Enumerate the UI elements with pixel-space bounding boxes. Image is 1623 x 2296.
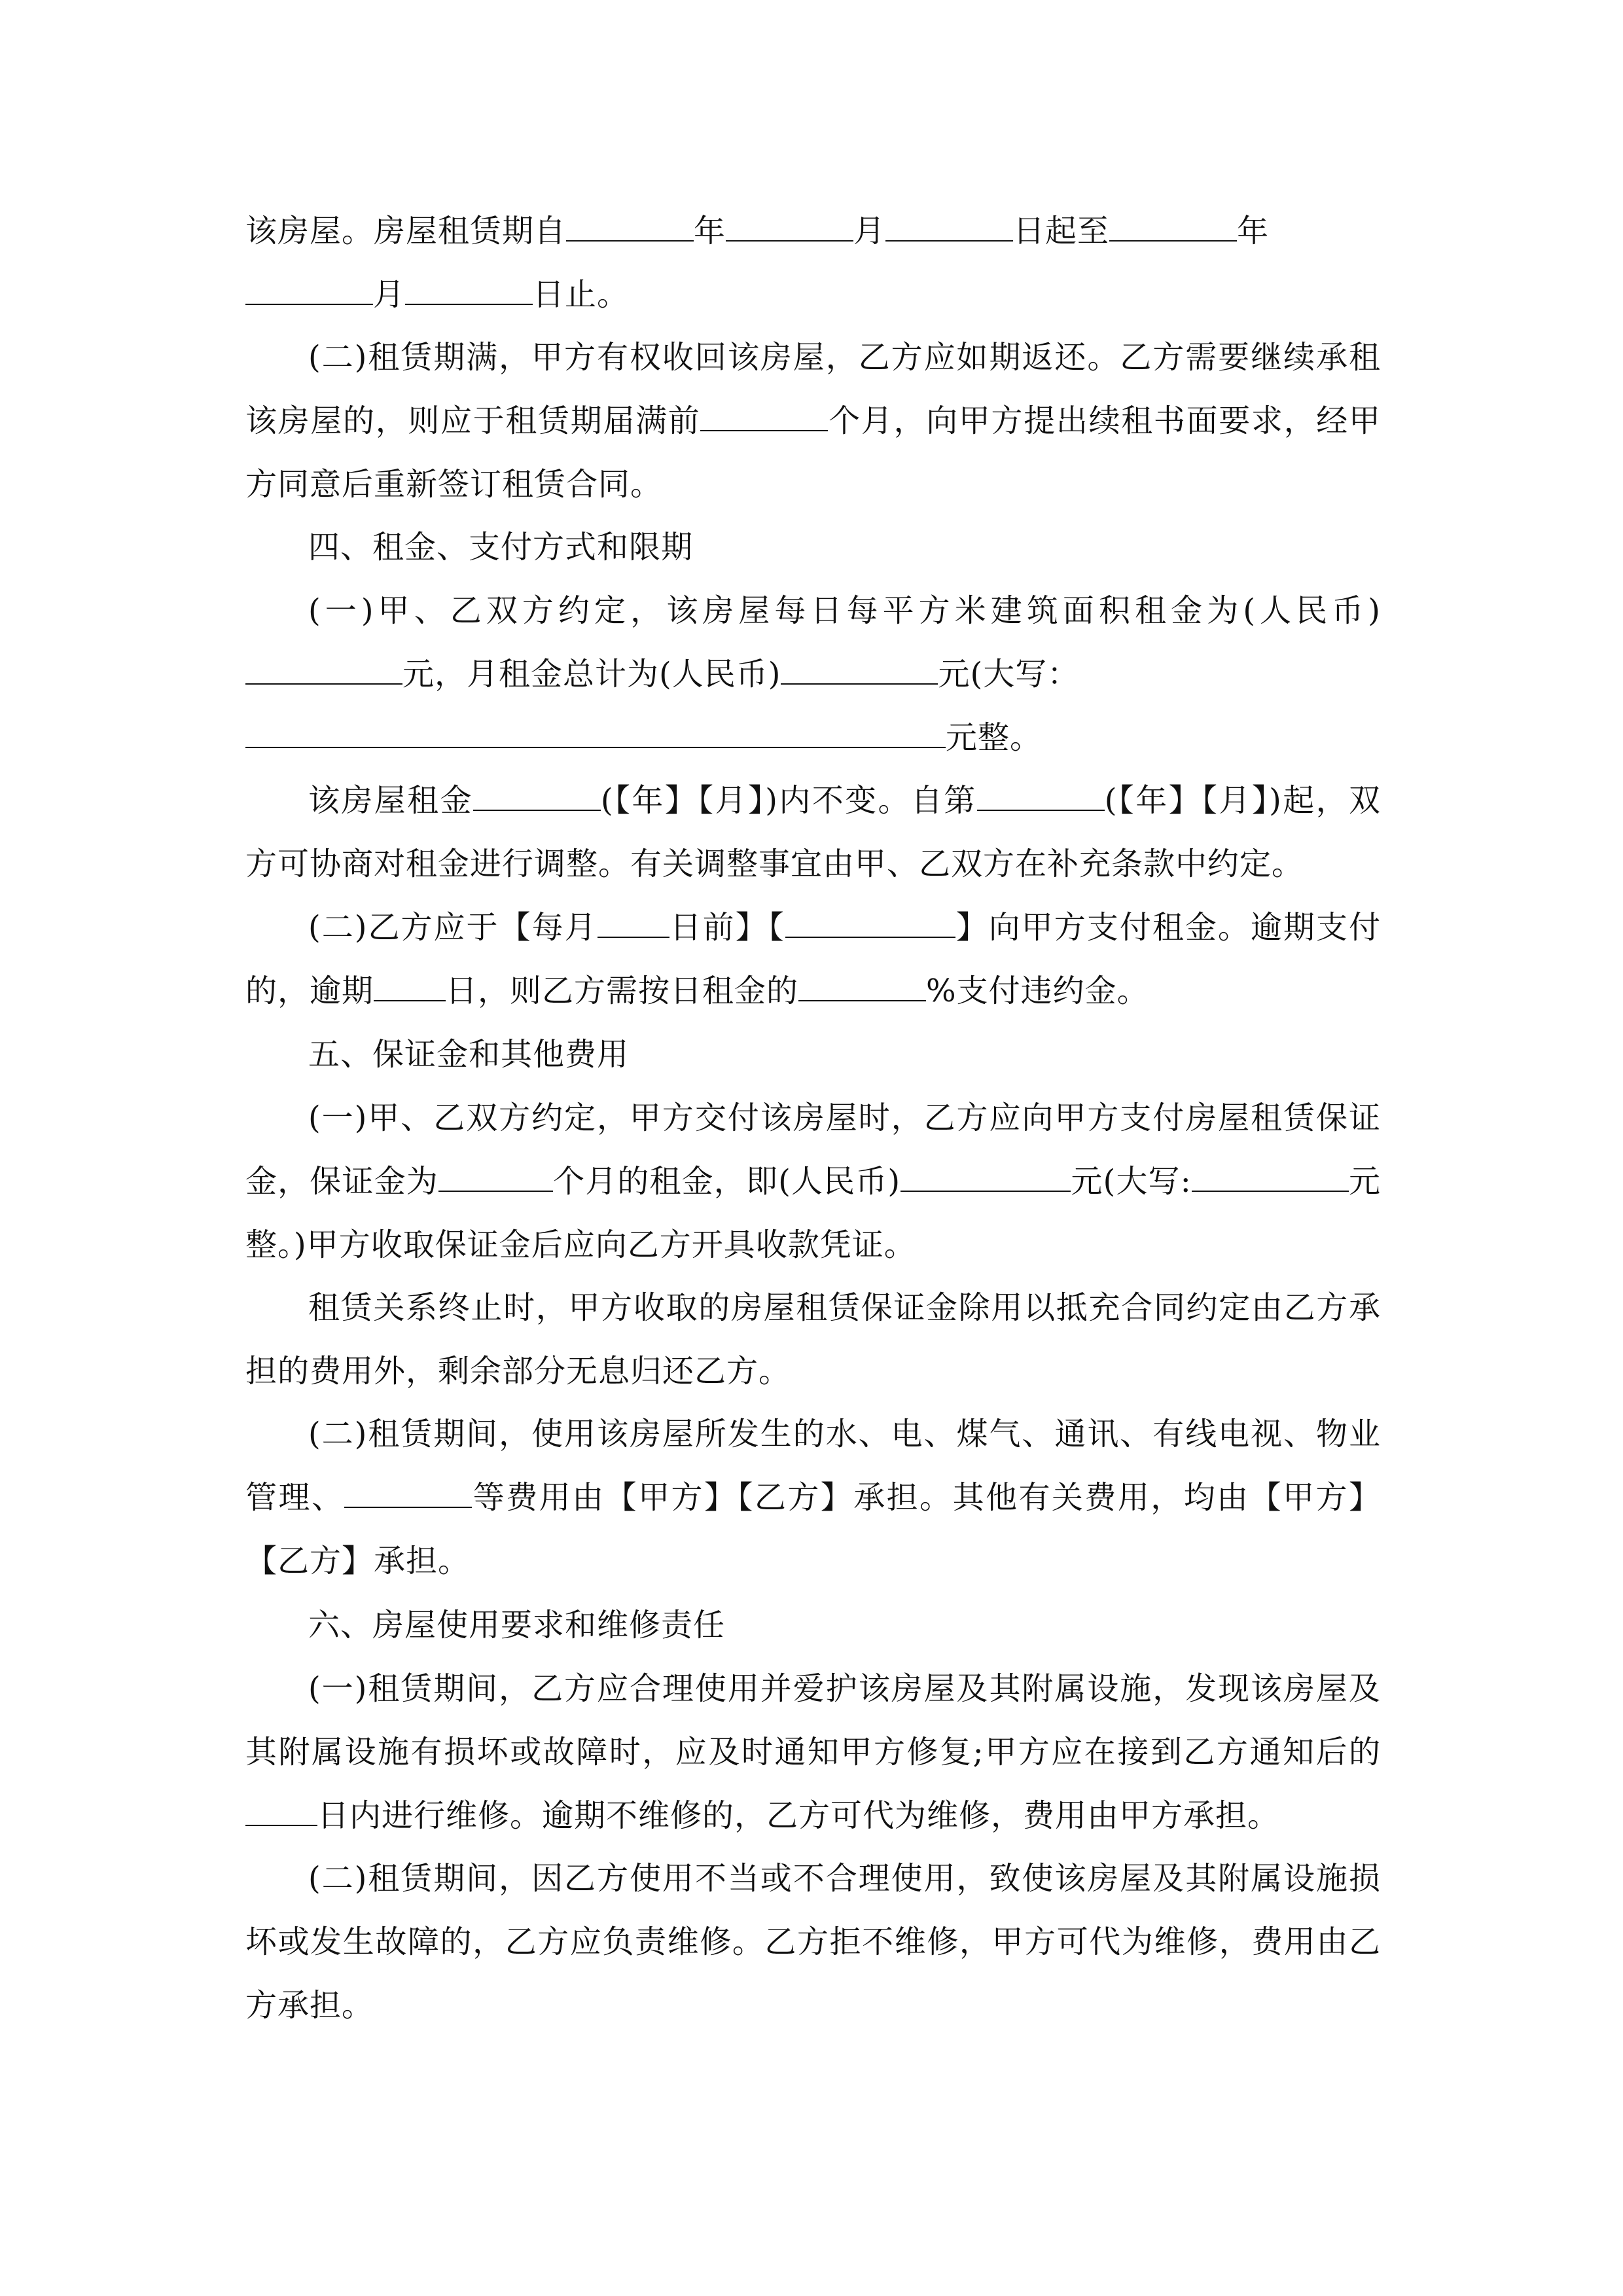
- lease-renewal-paragraph: [245, 326, 1381, 516]
- text-segment: 年: [694, 213, 726, 249]
- text-segment: 元(大写:: [1071, 1163, 1192, 1200]
- blank-field: [885, 214, 1013, 242]
- text-segment: (一)甲、乙双方约定，甲方交付该房屋时，乙方应向甲方支付房屋租赁保证金，保证金为: [245, 1100, 1381, 1200]
- text-segment: (二)租赁期间，使用该房屋所发生的水、电、煤气、通讯、有线电视、物业管理、: [245, 1416, 1381, 1516]
- text-segment: 个月，向甲方提出续租书面要求，经甲方同意后重新签订租赁合同。: [245, 403, 1381, 503]
- text-segment: (二)租赁期满，甲方有权收回该房屋，乙方应如期返还。乙方需要继续承租该房屋的，则应于租赁期届满前: [245, 339, 1381, 439]
- text-segment: 元整。: [946, 719, 1043, 756]
- blank-field: [1109, 214, 1237, 242]
- text-segment: 日，则乙方需按日租金的: [446, 973, 799, 1009]
- blank-field: [374, 974, 446, 1001]
- blank-field: [245, 1799, 317, 1826]
- text-segment: 日止。: [533, 276, 630, 313]
- text-segment: 元(大写：: [938, 656, 1080, 692]
- blank-field: [726, 214, 853, 242]
- section-heading-5: 五、保证金和其他费用: [308, 1036, 630, 1073]
- blank-field: [438, 1164, 553, 1192]
- text-segment: 日起至: [1013, 213, 1110, 249]
- repair-landlord-paragraph: [245, 1657, 1381, 1848]
- text-segment: (一)租赁期间，乙方应合理使用并爱护该房屋及其附属设施，发现该房屋及其附属设施有损坏或故障时，应及时通知甲方修复;甲方应在接到乙方通知后的: [245, 1670, 1381, 1770]
- text-segment: (二)乙方应于【每月: [308, 909, 597, 946]
- text-segment: 日内进行维修。逾期不维修的，乙方可代为维修，费用由甲方承担。: [317, 1797, 1280, 1834]
- blank-field: [344, 1480, 472, 1508]
- blank-field: [597, 910, 669, 938]
- blank-field: [473, 783, 601, 811]
- repair-tenant-paragraph: (二)租赁期间，因乙方使用不当或不合理使用，致使该房屋及其附属设施损坏或发生故障的，乙方应负责维修。乙方拒不维修，甲方可代为维修，费用由乙方承担。: [245, 1860, 1381, 2024]
- rent-payment-paragraph: [245, 896, 1381, 1023]
- lease-term-paragraph: [245, 200, 1381, 327]
- other-fees-paragraph: [245, 1403, 1381, 1593]
- text-segment: 年: [1237, 213, 1270, 249]
- rent-amount-paragraph: [245, 579, 1381, 770]
- text-segment: 元，月租金总计为(人民币): [402, 656, 781, 692]
- text-segment: 月: [373, 276, 406, 313]
- text-segment: (一)甲、乙双方约定，该房屋每日每平方米建筑面积租金为(人民币): [308, 592, 1381, 629]
- text-segment: 日前】【: [669, 909, 785, 946]
- blank-field: [405, 278, 533, 305]
- text-segment: 元整。)甲方收取保证金后应向乙方开具收款凭证。: [245, 1163, 1381, 1263]
- text-segment: (【年】【月】)起，双方可协商对租金进行调整。有关调整事宜由甲、乙双方在补充条款中约定。: [245, 782, 1381, 882]
- text-segment: 该房屋。房屋租赁期自: [245, 213, 567, 249]
- blank-field: [700, 404, 828, 431]
- text-segment: 等费用由【甲方】【乙方】承担。其他有关费用，均由【甲方】【乙方】承担。: [245, 1479, 1381, 1579]
- blank-field: [245, 278, 373, 305]
- blank-field: [977, 783, 1105, 811]
- text-segment: 】向甲方支付租金。逾期支付的，逾期: [245, 909, 1381, 1009]
- text-segment: (【年】【月】)内不变。自第: [600, 782, 977, 819]
- blank-field: [245, 657, 402, 685]
- deposit-paragraph: [245, 1086, 1381, 1277]
- rent-adjustment-paragraph: [245, 769, 1381, 896]
- blank-field: [785, 910, 955, 938]
- blank-field: [566, 214, 694, 242]
- text-segment: 该房屋租金: [308, 782, 473, 819]
- blank-field: [798, 974, 926, 1001]
- blank-field: [781, 657, 938, 685]
- blank-field: [1192, 1164, 1349, 1192]
- blank-field: [901, 1164, 1071, 1192]
- text-segment: 月: [853, 213, 886, 249]
- section-heading-4: 四、租金、支付方式和限期: [308, 529, 694, 565]
- text-segment: %支付违约金。: [926, 973, 1149, 1009]
- deposit-return-paragraph: 租赁关系终止时，甲方收取的房屋租赁保证金除用以抵充合同约定由乙方承担的费用外，剩余部分无息归还乙方。: [245, 1289, 1381, 1390]
- blank-field: [245, 721, 946, 748]
- section-heading-6: 六、房屋使用要求和维修责任: [308, 1607, 726, 1643]
- text-segment: 个月的租金，即(人民币): [552, 1163, 901, 1200]
